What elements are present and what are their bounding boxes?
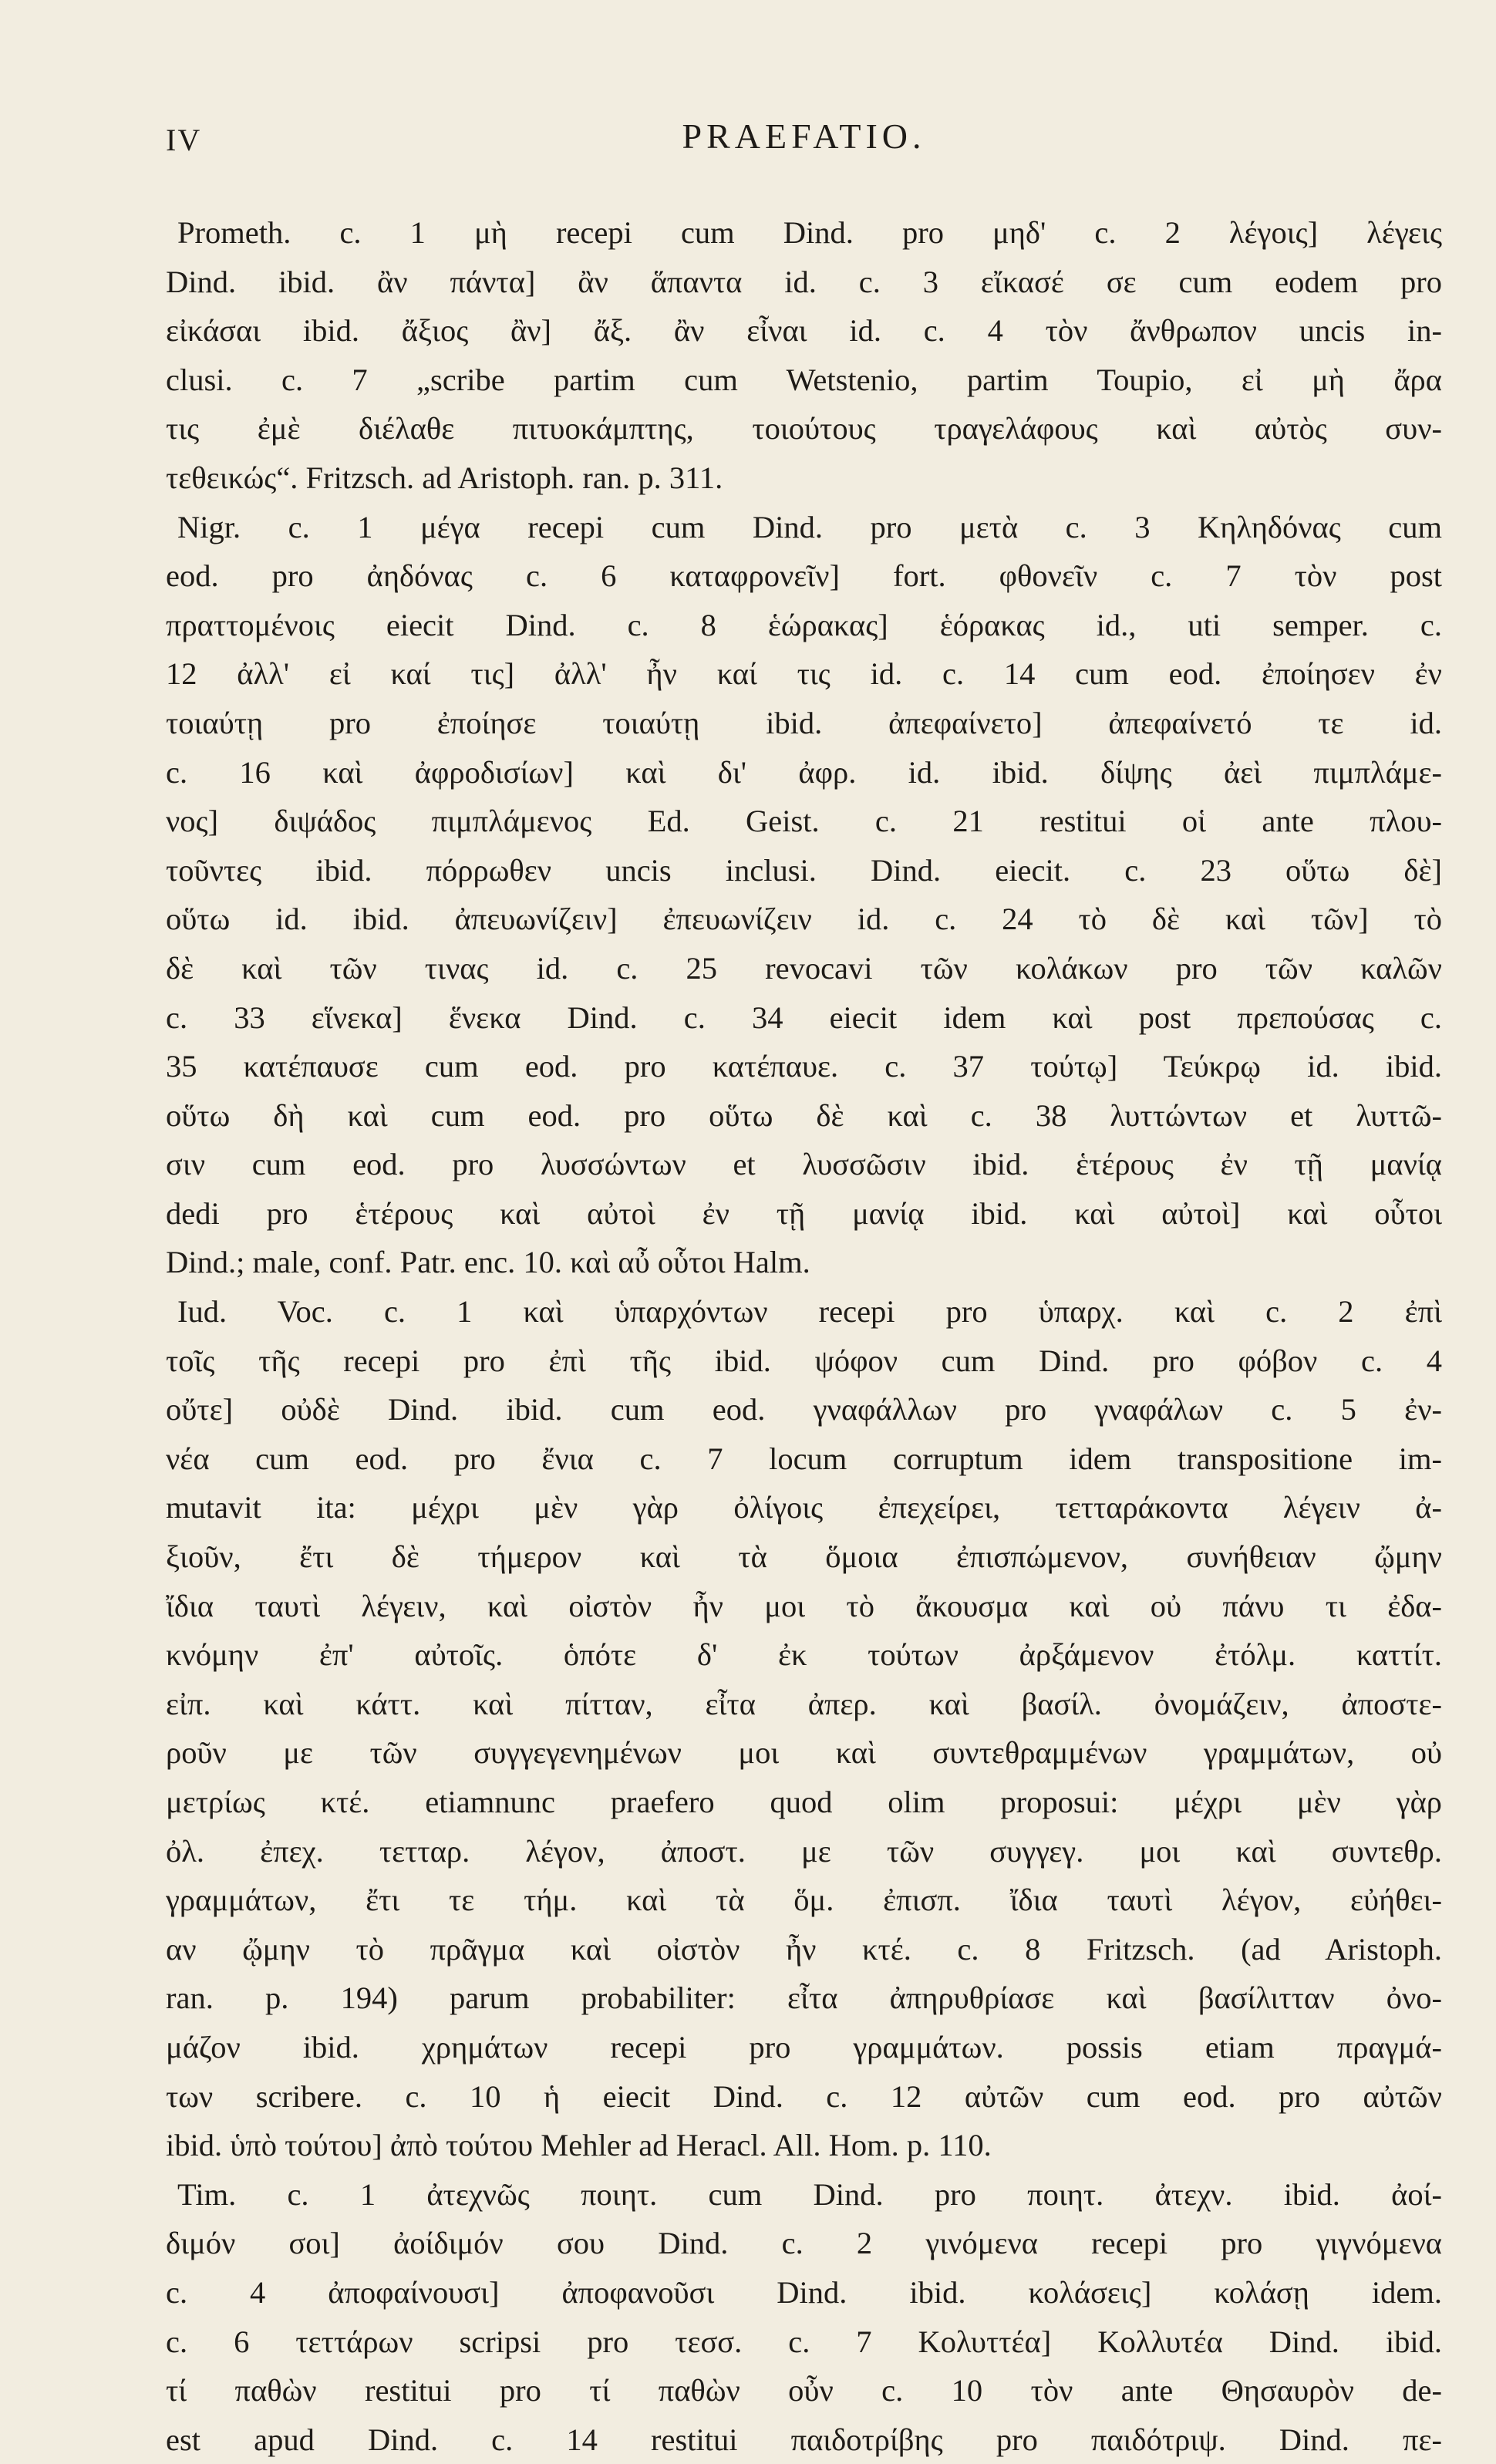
text-line: οὕτω δὴ καὶ cum eod. pro οὕτω δὲ καὶ c. 38 λυττώντων et λυττῶ-	[166, 1097, 1442, 1133]
text-line: mutavit ita: μέχρι μὲν γὰρ ὀλίγοις ἐπεχείρει, τετταράκοντα λέγειν ἀ-	[166, 1490, 1442, 1525]
text-line: c. 16 καὶ ἀφροδισίων] καὶ δι' ἀφρ. id. ibid. δίψης ἀεὶ πιμπλάμε-	[166, 754, 1442, 790]
text-line: νος] διψάδος πιμπλάμενος Ed. Geist. c. 21 restitui οἱ ante πλου-	[166, 804, 1442, 839]
text-line: οὔτε] οὐδὲ Dind. ibid. cum eod. γναφάλλων pro γναφάλων c. 5 ἐν-	[166, 1392, 1442, 1428]
text-line: γραμμάτων, ἔτι τε τήμ. καὶ τὰ ὅμ. ἐπισπ. ἴδια ταυτὶ λέγον, εὐήθει-	[166, 1883, 1442, 1918]
text-line: Nigr. c. 1 μέγα recepi cum Dind. pro μετὰ c. 3 Κηληδόνας cum	[177, 509, 1442, 544]
text-line: νέα cum eod. pro ἔνια c. 7 locum corruptum idem transpositione im-	[166, 1441, 1442, 1476]
text-line: dedi pro ἑτέρους καὶ αὐτοὶ ἐν τῇ μανίᾳ ibid. καὶ αὐτοὶ] καὶ οὗτοι	[166, 1195, 1442, 1231]
text-line: σιν cum eod. pro λυσσώντων et λυσσῶσιν ibid. ἑτέρους ἐν τῇ μανίᾳ	[166, 1147, 1442, 1182]
text-line: μάζον ibid. χρημάτων recepi pro γραμμάτων. possis etiam πραγμά-	[166, 2029, 1442, 2065]
text-line: 35 κατέπαυσε cum eod. pro κατέπαυε. c. 37 τούτῳ] Τεύκρῳ id. ibid.	[166, 1049, 1442, 1084]
text-line: οὕτω id. ibid. ἀπευωνίζειν] ἐπευωνίζειν id. c. 24 τὸ δὲ καὶ τῶν] τὸ	[166, 902, 1442, 937]
text-line: Tim. c. 1 ἀτεχνῶς ποιητ. cum Dind. pro ποιητ. ἀτεχν. ibid. ἀοί-	[177, 2176, 1442, 2212]
critical-notes-body	[166, 208, 1442, 2464]
text-line: πραττομένοις eiecit Dind. c. 8 ἑώρακας] ἑόρακας id., uti semper. c.	[166, 607, 1442, 642]
text-line: τοῖς τῆς recepi pro ἐπὶ τῆς ibid. ψόφον cum Dind. pro φόβον c. 4	[166, 1343, 1442, 1378]
page-header	[166, 116, 1442, 170]
text-line: ibid. ὑπὸ τούτου] ἀπὸ τούτου Mehler ad Heracl. All. Hom. p. 110.	[166, 2128, 992, 2163]
text-line: εἰπ. καὶ κάττ. καὶ πίτταν, εἶτα ἀπερ. καὶ βασίλ. ὀνομάζειν, ἀποστε-	[166, 1686, 1442, 1721]
page-number: IV	[166, 123, 202, 157]
text-line: ροῦν με τῶν συγγεγενημένων μοι καὶ συντεθραμμένων γραμμάτων, οὐ	[166, 1735, 1442, 1771]
text-line: τεθεικώς“. Fritzsch. ad Aristoph. ran. p. 311.	[166, 460, 723, 495]
text-line: ἴδια ταυτὶ λέγειν, καὶ οἰστὸν ἦν μοι τὸ ἄκουσμα καὶ οὐ πάνυ τι ἐδα-	[166, 1588, 1442, 1623]
text-line: τοιαύτῃ pro ἐποίησε τοιαύτῃ ibid. ἀπεφαίνετο] ἀπεφαίνετό τε id.	[166, 705, 1442, 740]
text-line: τις ἐμὲ διέλαθε πιτυοκάμπτης, τοιούτους τραγελάφους καὶ αὐτὸς συν-	[166, 411, 1442, 447]
text-line: c. 6 τεττάρων scripsi pro τεσσ. c. 7 Κολυττέα] Κολλυτέα Dind. ibid.	[166, 2324, 1442, 2359]
text-line: ran. p. 194) parum probabiliter: εἶτα ἀπηρυθρίασε καὶ βασίλιτταν ὀνο-	[166, 1980, 1442, 2016]
text-line: Dind. ibid. ἂν πάντα] ἂν ἅπαντα id. c. 3 εἴκασέ σε cum eodem pro	[166, 264, 1442, 299]
text-line: μετρίως κτέ. etiamnunc praefero quod olim proposui: μέχρι μὲν γὰρ	[166, 1785, 1442, 1819]
text-line: Dind.; male, conf. Patr. enc. 10. καὶ αὖ οὗτοι Halm.	[166, 1245, 810, 1280]
text-line: Prometh. c. 1 μὴ recepi cum Dind. pro μηδ' c. 2 λέγοις] λέγεις	[177, 215, 1442, 250]
text-line: c. 4 ἀποφαίνουσι] ἀποφανοῦσι Dind. ibid. κολάσεις] κολάσῃ idem.	[166, 2274, 1442, 2310]
text-line: διμόν σοι] ἀοίδιμόν σου Dind. c. 2 γινόμενα recepi pro γιγνόμενα	[166, 2226, 1442, 2261]
text-line: clusi. c. 7 „scribe partim cum Wetstenio, partim Toupio, εἰ μὴ ἄρα	[166, 362, 1442, 397]
text-line: των scribere. c. 10 ἡ eiecit Dind. c. 12 αὐτῶν cum eod. pro αὐτῶν	[166, 2078, 1442, 2114]
text-line: εἰκάσαι ibid. ἄξιος ἂν] ἄξ. ἂν εἶναι id. c. 4 τὸν ἄνθρωπον uncis in-	[166, 313, 1442, 349]
text-line: 12 ἀλλ' εἰ καί τις] ἀλλ' ἦν καί τις id. c. 14 cum eod. ἐποίησεν ἐν	[166, 656, 1442, 692]
text-line: Iud. Voc. c. 1 καὶ ὑπαρχόντων recepi pro ὑπαρχ. καὶ c. 2 ἐπὶ	[177, 1294, 1442, 1330]
text-line: ξιοῦν, ἔτι δὲ τήμερον καὶ τὰ ὅμοια ἐπισπώμενον, συνήθειαν ᾤμην	[166, 1539, 1442, 1575]
text-line: δὲ καὶ τῶν τινας id. c. 25 revocavi τῶν κολάκων pro τῶν καλῶν	[166, 950, 1442, 986]
text-line: eod. pro ἀηδόνας c. 6 καταφρονεῖν] fort. φθονεῖν c. 7 τὸν post	[166, 558, 1442, 594]
text-line: ὀλ. ἐπεχ. τετταρ. λέγον, ἀποστ. με τῶν συγγεγ. μοι καὶ συντεθρ.	[166, 1833, 1442, 1869]
running-title: PRAEFATIO.	[682, 116, 926, 156]
text-line: est apud Dind. c. 14 restitui παιδοτρίβης pro παιδότριψ. Dind. πε-	[166, 2422, 1442, 2457]
text-line: αν ᾤμην τὸ πρᾶγμα καὶ οἰστὸν ἦν κτέ. c. 8 Fritzsch. (ad Aristoph.	[166, 1931, 1442, 1967]
text-line: c. 33 εἵνεκα] ἕνεκα Dind. c. 34 eiecit idem καὶ post πρεπούσας c.	[166, 999, 1442, 1035]
text-line: τί παθὼν restitui pro τί παθὼν οὖν c. 10 τὸν ante Θησαυρὸν de-	[166, 2373, 1442, 2408]
text-line: κνόμην ἐπ' αὐτοῖς. ὁπότε δ' ἐκ τούτων ἀρξάμενον ἐτόλμ. καττίτ.	[166, 1637, 1442, 1673]
text-line: τοῦντες ibid. πόρρωθεν uncis inclusi. Dind. eiecit. c. 23 οὕτω δὲ]	[166, 852, 1442, 888]
